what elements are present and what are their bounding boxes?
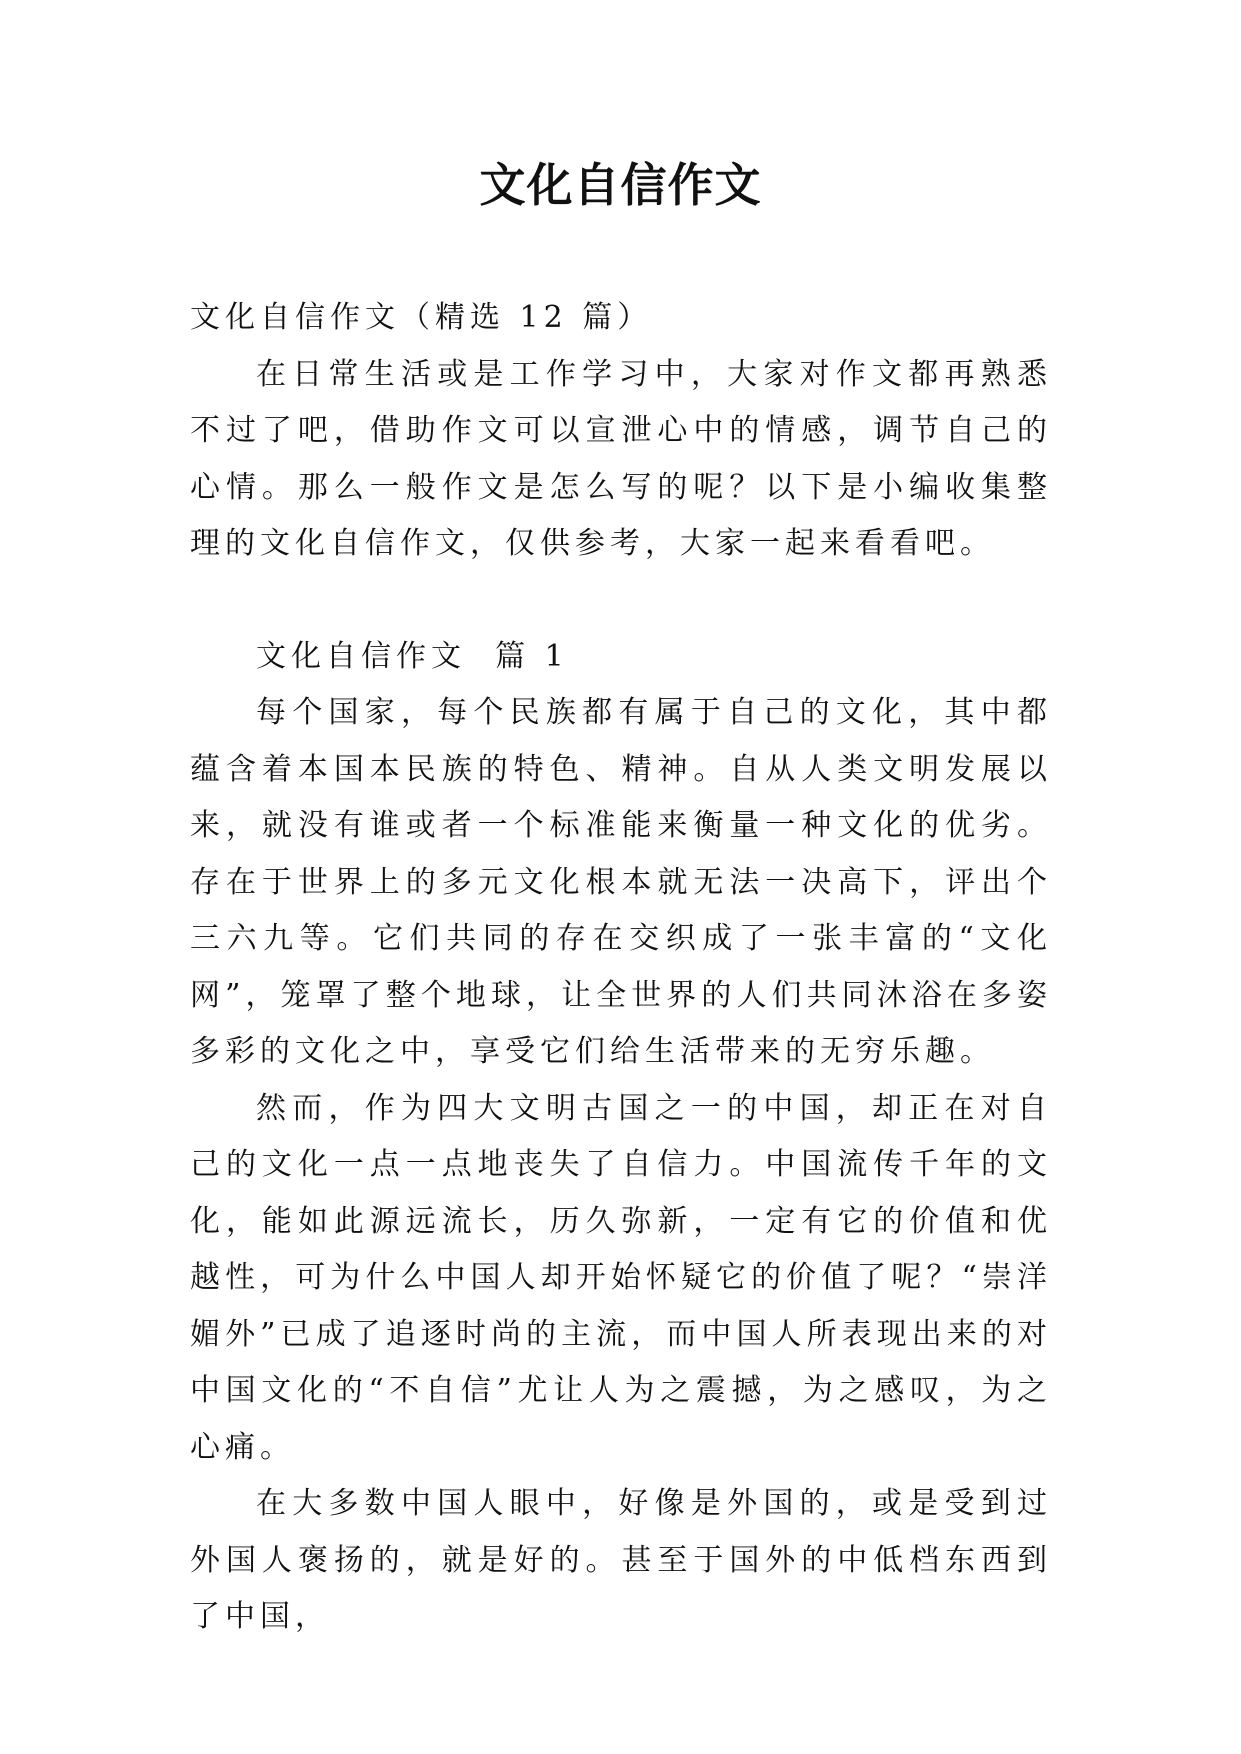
document-body — [190, 290, 1052, 1646]
section-heading: 文化自信作文 篇 1 — [256, 638, 569, 674]
body-paragraph-3: 在大多数中国人眼中，好像是外国的，或是受到过外国人褒扬的，就是好的。甚至于国外的中低档东西到了中国， — [190, 1486, 1052, 1634]
body-paragraph-1: 每个国家，每个民族都有属于自己的文化，其中都蕴含着本国本民族的特色、精神。自从人类文明发展以来，就没有谁或者一个标准能来衡量一种文化的优劣。存在于世界上的多元文化根本就无法一决高下，评出个三六九等。它们共同的存在交织成了一张丰富的“文化网”，笼罩了整个地球，让全世界的人们共同沐浴在多姿多彩的文化之中，享受它们给生活带来的无穷乐趣。 — [190, 695, 1052, 1069]
body-paragraph-2: 然而，作为四大文明古国之一的中国，却正在对自己的文化一点一点地丧失了自信力。中国流传千年的文化，能如此源远流长，历久弥新，一定有它的价值和优越性，可为什么中国人却开始怀疑它的价值了呢？“崇洋媚外”已成了追逐时尚的主流，而中国人所表现出来的对中国文化的“不自信”尤让人为之震撼，为之感叹，为之心痛。 — [190, 1090, 1052, 1465]
document-subtitle: 文化自信作文（精选 12 篇） — [190, 300, 653, 335]
intro-paragraph: 在日常生活或是工作学习中，大家对作文都再熟悉不过了吧，借助作文可以宣泄心中的情感，调节自己的心情。那么一般作文是怎么写的呢？以下是小编收集整理的文化自信作文，仅供参考，大家一起来看看吧。 — [190, 356, 1052, 561]
document-title: 文化自信作文 — [479, 158, 762, 212]
section-spacer — [190, 573, 1052, 629]
